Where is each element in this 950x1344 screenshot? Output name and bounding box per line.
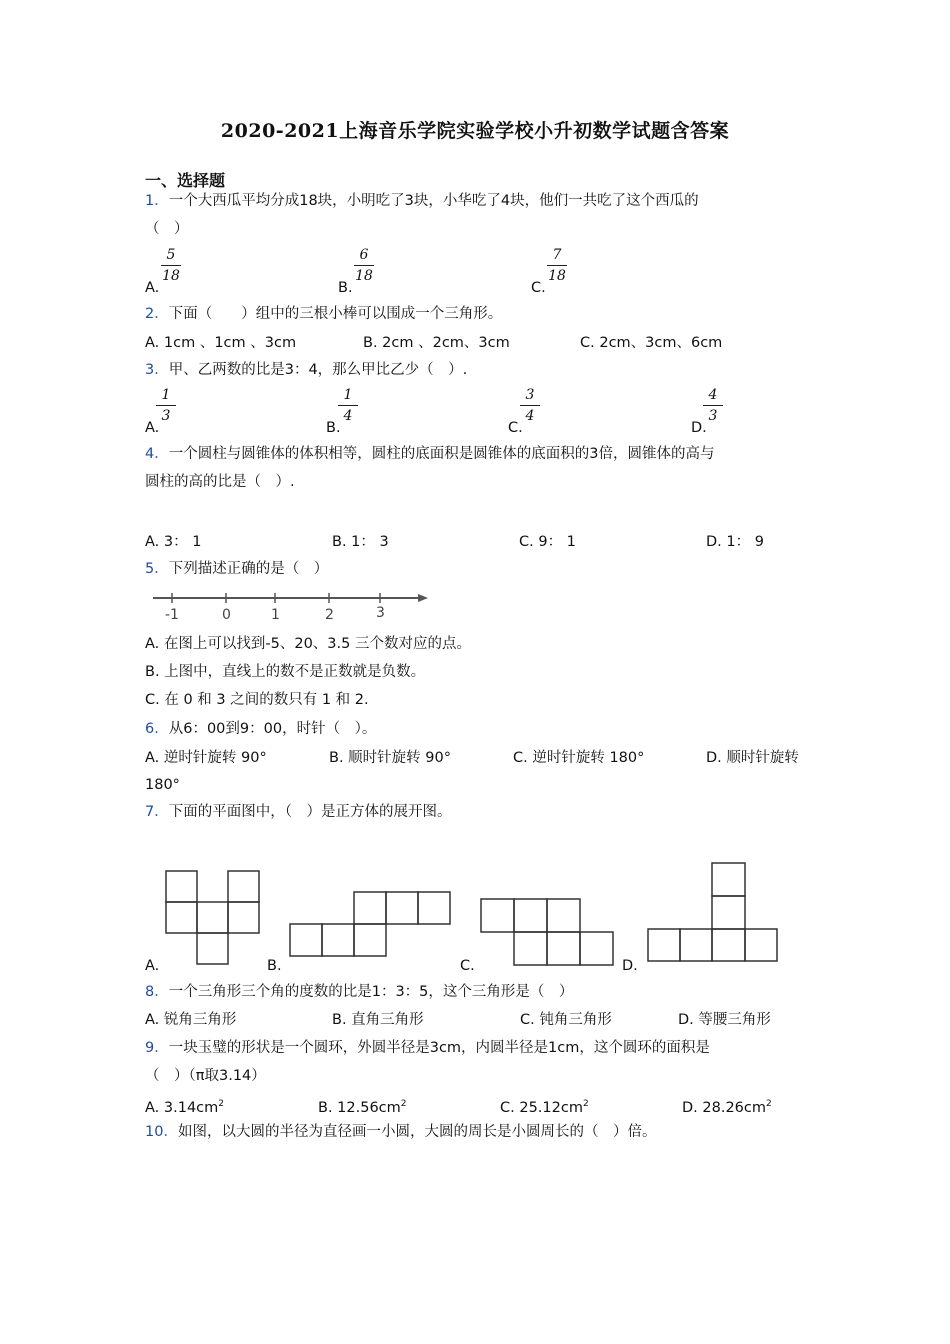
fraction-denominator: 4 — [525, 408, 535, 424]
fraction-bar — [520, 405, 540, 406]
question-9 — [145, 1038, 710, 1058]
fraction-bar — [703, 405, 723, 406]
question-number: 8． — [145, 984, 169, 1000]
number-line-arrow — [418, 594, 428, 602]
unit-exponent: 2 — [582, 1099, 589, 1109]
question-number: 10． — [145, 1124, 178, 1140]
question-text: 一个大西瓜平均分成18块，小明吃了3块，小华吃了4块，他们一共吃了这个西瓜的 — [168, 193, 699, 209]
page-title: 2020-2021上海音乐学院实验学校小升初数学试题含答案 — [220, 120, 730, 142]
fraction-bar — [156, 405, 176, 406]
question-10 — [145, 1122, 656, 1142]
question-8 — [145, 982, 573, 1002]
question-number: 3． — [145, 362, 169, 378]
q4-option-b: B. 1： 3 — [332, 534, 389, 550]
fraction-numerator: 1 — [161, 387, 171, 403]
fraction-bar — [338, 405, 358, 406]
question-4-continued: 圆柱的高的比是（ ）. — [145, 474, 295, 490]
cube-nets — [0, 855, 950, 970]
question-7 — [145, 802, 451, 822]
fraction-denominator: 18 — [355, 268, 373, 284]
q9-option-c — [500, 1094, 589, 1118]
fraction-bar — [161, 265, 181, 266]
fraction-denominator: 3 — [161, 408, 171, 424]
fraction-denominator: 18 — [162, 268, 180, 284]
number-line-label: -1 — [165, 607, 179, 623]
q4-option-a: A. 3： 1 — [145, 534, 202, 550]
fraction-numerator: 7 — [552, 247, 562, 263]
q3-option-a-label: A. — [145, 420, 160, 436]
fraction-denominator: 3 — [708, 408, 718, 424]
question-6 — [145, 719, 376, 739]
q1-option-a-fraction — [160, 247, 182, 284]
q1-option-b-label: B. — [338, 280, 353, 296]
question-4 — [145, 444, 714, 464]
q4-option-d: D. 1： 9 — [706, 534, 764, 550]
question-text: 甲、乙两数的比是3：4，那么甲比乙少（ ）. — [168, 362, 468, 378]
question-number: 1． — [145, 193, 169, 209]
q6-option-b: B. 顺时针旋转 90° — [329, 750, 451, 766]
question-1 — [145, 191, 699, 211]
q9-option-d — [682, 1094, 772, 1118]
unit-exponent: 2 — [400, 1099, 407, 1109]
q1-option-c-fraction — [546, 247, 568, 284]
unit-exponent: 2 — [766, 1099, 772, 1109]
question-text: 一块玉璧的形状是一个圆环，外圆半径是3cm，内圆半径是1cm，这个圆环的面积是 — [168, 1040, 710, 1056]
q3-option-c-fraction — [519, 387, 541, 424]
q3-option-d-label: D. — [691, 420, 707, 436]
q3-option-c-label: C. — [508, 420, 523, 436]
question-number: 5． — [145, 561, 169, 577]
q7-option-b-label: B. — [267, 958, 282, 974]
q5-option-c: C. 在 0 和 3 之间的数只有 1 和 2. — [145, 692, 369, 708]
q3-option-a-fraction — [155, 387, 177, 424]
option-text: B. 12.56cm — [318, 1100, 401, 1116]
q8-option-a: A. 锐角三角形 — [145, 1012, 237, 1028]
cube-net-b — [290, 892, 450, 956]
q9-option-b — [318, 1094, 407, 1118]
fraction-bar — [547, 265, 567, 266]
q6-option-a: A. 逆时针旋转 90° — [145, 750, 267, 766]
number-line-label: 1 — [271, 607, 280, 623]
question-number: 4． — [145, 446, 169, 462]
question-1-continued: （ ） — [145, 221, 189, 237]
question-text: 下面（ ）组中的三根小棒可以围成一个三角形。 — [168, 306, 503, 322]
q6-option-d-continued: 180° — [145, 777, 180, 793]
number-line-label: 0 — [222, 607, 231, 623]
question-text: 下面的平面图中，（ ）是正方体的展开图。 — [168, 804, 452, 820]
fraction-numerator: 6 — [359, 247, 369, 263]
q3-option-d-fraction — [702, 387, 724, 424]
q7-option-c-label: C. — [460, 958, 475, 974]
fraction-denominator: 4 — [343, 408, 353, 424]
number-line-label: 3 — [376, 605, 385, 621]
question-2 — [145, 304, 502, 324]
question-text: 下列描述正确的是（ ） — [168, 561, 329, 577]
question-9-continued: （ ）（π取3.14） — [145, 1068, 266, 1084]
q8-option-c: C. 钝角三角形 — [520, 1012, 612, 1028]
q2-option-a: A. 1cm 、1cm 、3cm — [145, 335, 297, 351]
question-text: 从6：00到9：00，时针（ ）。 — [168, 721, 377, 737]
q3-option-b-fraction — [337, 387, 359, 424]
unit-exponent: 2 — [218, 1099, 224, 1109]
q2-option-c: C. 2cm、3cm、6cm — [580, 335, 723, 351]
option-text: C. 25.12cm — [500, 1100, 583, 1116]
q9-option-a — [145, 1094, 224, 1118]
number-line-label: 2 — [325, 607, 334, 623]
q7-option-d-label: D. — [622, 958, 638, 974]
option-text: D. 28.26cm — [682, 1100, 766, 1116]
q1-option-b-fraction — [353, 247, 375, 284]
q8-option-d: D. 等腰三角形 — [678, 1012, 771, 1028]
fraction-numerator: 1 — [343, 387, 353, 403]
question-3 — [145, 360, 467, 380]
cube-net-c — [481, 899, 613, 965]
q2-option-b: B. 2cm 、2cm、3cm — [363, 335, 510, 351]
question-number: 9． — [145, 1040, 169, 1056]
fraction-numerator: 4 — [708, 387, 718, 403]
question-number: 6． — [145, 721, 169, 737]
q7-option-a-label: A. — [145, 958, 160, 974]
q5-option-b: B. 上图中，直线上的数不是正数就是负数。 — [145, 664, 426, 680]
number-line — [145, 585, 435, 625]
q8-option-b: B. 直角三角形 — [332, 1012, 424, 1028]
q6-option-c: C. 逆时针旋转 180° — [513, 750, 645, 766]
q4-option-c: C. 9： 1 — [519, 534, 576, 550]
fraction-denominator: 18 — [548, 268, 566, 284]
fraction-numerator: 3 — [525, 387, 535, 403]
question-number: 2． — [145, 306, 169, 322]
question-text: 如图，以大圆的半径为直径画一小圆，大圆的周长是小圆周长的（ ）倍。 — [177, 1124, 657, 1140]
fraction-bar — [354, 265, 374, 266]
q1-option-c-label: C. — [531, 280, 546, 296]
question-text: 一个三角形三个角的度数的比是1：3：5，这个三角形是（ ） — [168, 984, 574, 1000]
q1-option-a-label: A. — [145, 280, 160, 296]
question-5 — [145, 559, 328, 579]
option-text: A. 3.14cm — [145, 1100, 219, 1116]
q5-option-a: A. 在图上可以找到-5、20、3.5 三个数对应的点。 — [145, 636, 471, 652]
cube-net-a — [166, 871, 259, 964]
fraction-numerator: 5 — [166, 247, 176, 263]
section-heading: 一、选择题 — [145, 171, 226, 190]
cube-net-d — [648, 863, 777, 961]
question-text: 一个圆柱与圆锥体的体积相等，圆柱的底面积是圆锥体的底面积的3倍，圆锥体的高与 — [168, 446, 715, 462]
q3-option-b-label: B. — [326, 420, 341, 436]
question-number: 7． — [145, 804, 169, 820]
q6-option-d: D. 顺时针旋转 — [706, 750, 799, 766]
